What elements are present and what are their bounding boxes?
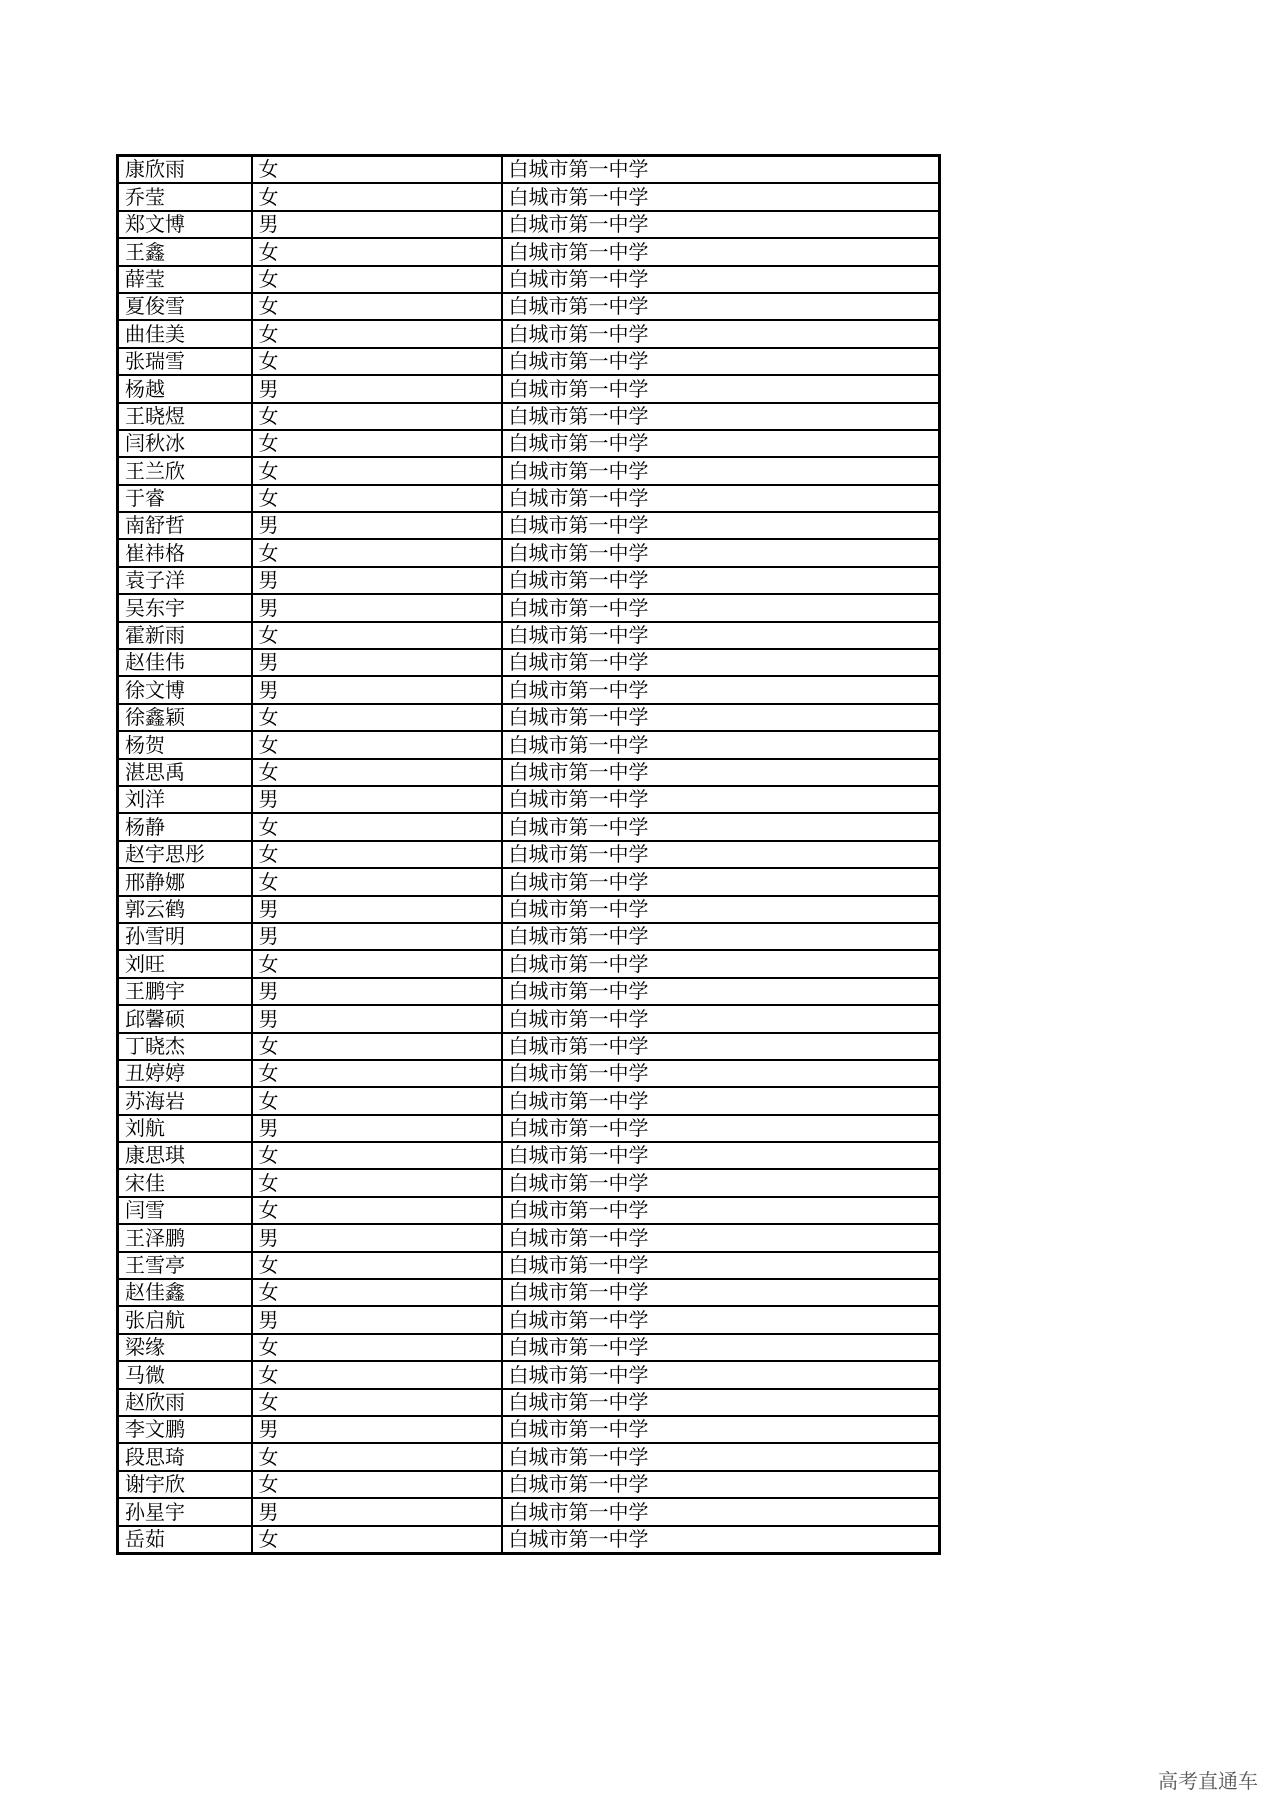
gender-cell: 男 xyxy=(252,1115,502,1142)
student-name-cell: 吴东宇 xyxy=(118,594,252,621)
student-name-cell: 康欣雨 xyxy=(118,156,252,184)
school-cell: 白城市第一中学 xyxy=(502,403,940,430)
table-row xyxy=(118,1471,940,1498)
table-row xyxy=(118,622,940,649)
school-cell: 白城市第一中学 xyxy=(502,1142,940,1169)
student-name-cell: 丁晓杰 xyxy=(118,1033,252,1060)
student-name-cell: 张启航 xyxy=(118,1306,252,1333)
gender-cell: 男 xyxy=(252,896,502,923)
school-cell: 白城市第一中学 xyxy=(502,594,940,621)
table-row xyxy=(118,183,940,210)
student-name-cell: 孙星宇 xyxy=(118,1498,252,1525)
school-cell: 白城市第一中学 xyxy=(502,375,940,402)
student-name-cell: 邢静娜 xyxy=(118,868,252,895)
table-row xyxy=(118,1416,940,1443)
gender-cell: 女 xyxy=(252,1087,502,1114)
gender-cell: 男 xyxy=(252,649,502,676)
table-row xyxy=(118,211,940,238)
gender-cell: 女 xyxy=(252,266,502,293)
gender-cell: 女 xyxy=(252,1334,502,1361)
student-name-cell: 宋佳 xyxy=(118,1169,252,1196)
table-row xyxy=(118,1005,940,1032)
gender-cell: 女 xyxy=(252,1142,502,1169)
table-row xyxy=(118,266,940,293)
gender-cell: 男 xyxy=(252,978,502,1005)
school-cell: 白城市第一中学 xyxy=(502,539,940,566)
school-cell: 白城市第一中学 xyxy=(502,348,940,375)
school-cell: 白城市第一中学 xyxy=(502,320,940,347)
student-name-cell: 曲佳美 xyxy=(118,320,252,347)
student-name-cell: 徐鑫颖 xyxy=(118,704,252,731)
watermark-text: 高考直通车 xyxy=(1158,1769,1258,1793)
table-row xyxy=(118,896,940,923)
school-cell: 白城市第一中学 xyxy=(502,1224,940,1251)
school-cell: 白城市第一中学 xyxy=(502,485,940,512)
school-cell: 白城市第一中学 xyxy=(502,731,940,758)
student-name-cell: 南舒哲 xyxy=(118,512,252,539)
student-name-cell: 王鑫 xyxy=(118,238,252,265)
student-name-cell: 闫秋冰 xyxy=(118,430,252,457)
school-cell: 白城市第一中学 xyxy=(502,457,940,484)
school-cell: 白城市第一中学 xyxy=(502,676,940,703)
student-name-cell: 刘航 xyxy=(118,1115,252,1142)
table-row xyxy=(118,539,940,566)
table-row xyxy=(118,704,940,731)
gender-cell: 女 xyxy=(252,348,502,375)
gender-cell: 男 xyxy=(252,1224,502,1251)
gender-cell: 女 xyxy=(252,1279,502,1306)
student-name-cell: 于睿 xyxy=(118,485,252,512)
table-row xyxy=(118,978,940,1005)
student-name-cell: 王雪亭 xyxy=(118,1252,252,1279)
student-name-cell: 王泽鹏 xyxy=(118,1224,252,1251)
table-row xyxy=(118,950,940,977)
school-cell: 白城市第一中学 xyxy=(502,704,940,731)
table-row xyxy=(118,457,940,484)
table-row xyxy=(118,512,940,539)
school-cell: 白城市第一中学 xyxy=(502,1471,940,1498)
school-cell: 白城市第一中学 xyxy=(502,1279,940,1306)
school-cell: 白城市第一中学 xyxy=(502,1197,940,1224)
school-cell: 白城市第一中学 xyxy=(502,1389,940,1416)
gender-cell: 女 xyxy=(252,1389,502,1416)
student-name-cell: 赵佳伟 xyxy=(118,649,252,676)
table-row xyxy=(118,1169,940,1196)
table-row xyxy=(118,868,940,895)
school-cell: 白城市第一中学 xyxy=(502,813,940,840)
school-cell: 白城市第一中学 xyxy=(502,266,940,293)
school-cell: 白城市第一中学 xyxy=(502,923,940,950)
school-cell: 白城市第一中学 xyxy=(502,156,940,184)
gender-cell: 女 xyxy=(252,1443,502,1470)
student-name-cell: 杨静 xyxy=(118,813,252,840)
school-cell: 白城市第一中学 xyxy=(502,293,940,320)
school-cell: 白城市第一中学 xyxy=(502,1252,940,1279)
gender-cell: 女 xyxy=(252,868,502,895)
student-name-cell: 李文鹏 xyxy=(118,1416,252,1443)
table-row xyxy=(118,841,940,868)
gender-cell: 女 xyxy=(252,1361,502,1388)
school-cell: 白城市第一中学 xyxy=(502,1334,940,1361)
student-name-cell: 刘洋 xyxy=(118,786,252,813)
school-cell: 白城市第一中学 xyxy=(502,978,940,1005)
student-name-cell: 湛思禹 xyxy=(118,759,252,786)
school-cell: 白城市第一中学 xyxy=(502,512,940,539)
school-cell: 白城市第一中学 xyxy=(502,1115,940,1142)
gender-cell: 男 xyxy=(252,1416,502,1443)
school-cell: 白城市第一中学 xyxy=(502,950,940,977)
table-row xyxy=(118,403,940,430)
student-name-cell: 谢宇欣 xyxy=(118,1471,252,1498)
student-name-cell: 刘旺 xyxy=(118,950,252,977)
table-row xyxy=(118,1060,940,1087)
table-row xyxy=(118,1389,940,1416)
student-name-cell: 赵欣雨 xyxy=(118,1389,252,1416)
school-cell: 白城市第一中学 xyxy=(502,1306,940,1333)
gender-cell: 女 xyxy=(252,485,502,512)
student-name-cell: 王鹏宇 xyxy=(118,978,252,1005)
school-cell: 白城市第一中学 xyxy=(502,1526,940,1554)
school-cell: 白城市第一中学 xyxy=(502,622,940,649)
school-cell: 白城市第一中学 xyxy=(502,238,940,265)
school-cell: 白城市第一中学 xyxy=(502,1443,940,1470)
table-row xyxy=(118,485,940,512)
student-name-cell: 崔祎格 xyxy=(118,539,252,566)
gender-cell: 女 xyxy=(252,950,502,977)
table-row xyxy=(118,1498,940,1525)
gender-cell: 女 xyxy=(252,1252,502,1279)
student-name-cell: 薛莹 xyxy=(118,266,252,293)
gender-cell: 男 xyxy=(252,1306,502,1333)
gender-cell: 男 xyxy=(252,512,502,539)
student-name-cell: 邱馨硕 xyxy=(118,1005,252,1032)
gender-cell: 女 xyxy=(252,731,502,758)
school-cell: 白城市第一中学 xyxy=(502,1498,940,1525)
student-name-cell: 杨贺 xyxy=(118,731,252,758)
student-roster-table xyxy=(116,154,941,1555)
school-cell: 白城市第一中学 xyxy=(502,1169,940,1196)
student-name-cell: 郑文博 xyxy=(118,211,252,238)
table-row xyxy=(118,1334,940,1361)
school-cell: 白城市第一中学 xyxy=(502,1416,940,1443)
gender-cell: 男 xyxy=(252,676,502,703)
gender-cell: 男 xyxy=(252,923,502,950)
student-name-cell: 王晓煜 xyxy=(118,403,252,430)
table-row xyxy=(118,813,940,840)
gender-cell: 男 xyxy=(252,786,502,813)
table-row xyxy=(118,430,940,457)
table-row xyxy=(118,1526,940,1554)
gender-cell: 女 xyxy=(252,430,502,457)
school-cell: 白城市第一中学 xyxy=(502,1005,940,1032)
table-row xyxy=(118,1279,940,1306)
gender-cell: 女 xyxy=(252,238,502,265)
table-row xyxy=(118,759,940,786)
table-row xyxy=(118,1142,940,1169)
gender-cell: 女 xyxy=(252,813,502,840)
student-name-cell: 闫雪 xyxy=(118,1197,252,1224)
student-name-cell: 郭云鹤 xyxy=(118,896,252,923)
gender-cell: 女 xyxy=(252,704,502,731)
table-row xyxy=(118,348,940,375)
gender-cell: 女 xyxy=(252,1197,502,1224)
student-name-cell: 赵宇思彤 xyxy=(118,841,252,868)
table-row xyxy=(118,1252,940,1279)
table-row xyxy=(118,1115,940,1142)
table-row xyxy=(118,293,940,320)
student-name-cell: 夏俊雪 xyxy=(118,293,252,320)
gender-cell: 男 xyxy=(252,567,502,594)
gender-cell: 男 xyxy=(252,211,502,238)
student-name-cell: 丑婷婷 xyxy=(118,1060,252,1087)
student-name-cell: 霍新雨 xyxy=(118,622,252,649)
gender-cell: 女 xyxy=(252,841,502,868)
school-cell: 白城市第一中学 xyxy=(502,430,940,457)
school-cell: 白城市第一中学 xyxy=(502,841,940,868)
table-row xyxy=(118,1197,940,1224)
roster-body xyxy=(118,156,940,1554)
gender-cell: 女 xyxy=(252,1033,502,1060)
table-row xyxy=(118,1306,940,1333)
gender-cell: 女 xyxy=(252,1526,502,1554)
school-cell: 白城市第一中学 xyxy=(502,1033,940,1060)
gender-cell: 女 xyxy=(252,622,502,649)
student-name-cell: 孙雪明 xyxy=(118,923,252,950)
table-row xyxy=(118,594,940,621)
student-name-cell: 王兰欣 xyxy=(118,457,252,484)
table-row xyxy=(118,649,940,676)
gender-cell: 女 xyxy=(252,759,502,786)
gender-cell: 女 xyxy=(252,403,502,430)
school-cell: 白城市第一中学 xyxy=(502,211,940,238)
table-row xyxy=(118,320,940,347)
gender-cell: 女 xyxy=(252,183,502,210)
school-cell: 白城市第一中学 xyxy=(502,786,940,813)
school-cell: 白城市第一中学 xyxy=(502,759,940,786)
gender-cell: 女 xyxy=(252,320,502,347)
table-row xyxy=(118,731,940,758)
gender-cell: 女 xyxy=(252,539,502,566)
gender-cell: 女 xyxy=(252,156,502,184)
student-name-cell: 梁缘 xyxy=(118,1334,252,1361)
table-row xyxy=(118,676,940,703)
gender-cell: 男 xyxy=(252,1005,502,1032)
table-row xyxy=(118,156,940,184)
gender-cell: 女 xyxy=(252,293,502,320)
student-name-cell: 段思琦 xyxy=(118,1443,252,1470)
school-cell: 白城市第一中学 xyxy=(502,649,940,676)
gender-cell: 男 xyxy=(252,1498,502,1525)
gender-cell: 女 xyxy=(252,457,502,484)
table-row xyxy=(118,238,940,265)
school-cell: 白城市第一中学 xyxy=(502,1060,940,1087)
student-name-cell: 张瑞雪 xyxy=(118,348,252,375)
student-name-cell: 岳茹 xyxy=(118,1526,252,1554)
student-name-cell: 苏海岩 xyxy=(118,1087,252,1114)
table-row xyxy=(118,923,940,950)
table-row xyxy=(118,1361,940,1388)
table-row xyxy=(118,375,940,402)
gender-cell: 女 xyxy=(252,1169,502,1196)
table-row xyxy=(118,1033,940,1060)
gender-cell: 女 xyxy=(252,1060,502,1087)
student-name-cell: 袁子洋 xyxy=(118,567,252,594)
school-cell: 白城市第一中学 xyxy=(502,567,940,594)
table-row xyxy=(118,786,940,813)
table-row xyxy=(118,567,940,594)
student-name-cell: 徐文博 xyxy=(118,676,252,703)
gender-cell: 女 xyxy=(252,1471,502,1498)
school-cell: 白城市第一中学 xyxy=(502,896,940,923)
student-name-cell: 赵佳鑫 xyxy=(118,1279,252,1306)
student-name-cell: 马微 xyxy=(118,1361,252,1388)
gender-cell: 男 xyxy=(252,375,502,402)
table-row xyxy=(118,1224,940,1251)
school-cell: 白城市第一中学 xyxy=(502,183,940,210)
school-cell: 白城市第一中学 xyxy=(502,1361,940,1388)
table-row xyxy=(118,1087,940,1114)
student-name-cell: 杨越 xyxy=(118,375,252,402)
table-row xyxy=(118,1443,940,1470)
student-name-cell: 乔莹 xyxy=(118,183,252,210)
school-cell: 白城市第一中学 xyxy=(502,1087,940,1114)
student-name-cell: 康思琪 xyxy=(118,1142,252,1169)
school-cell: 白城市第一中学 xyxy=(502,868,940,895)
gender-cell: 男 xyxy=(252,594,502,621)
